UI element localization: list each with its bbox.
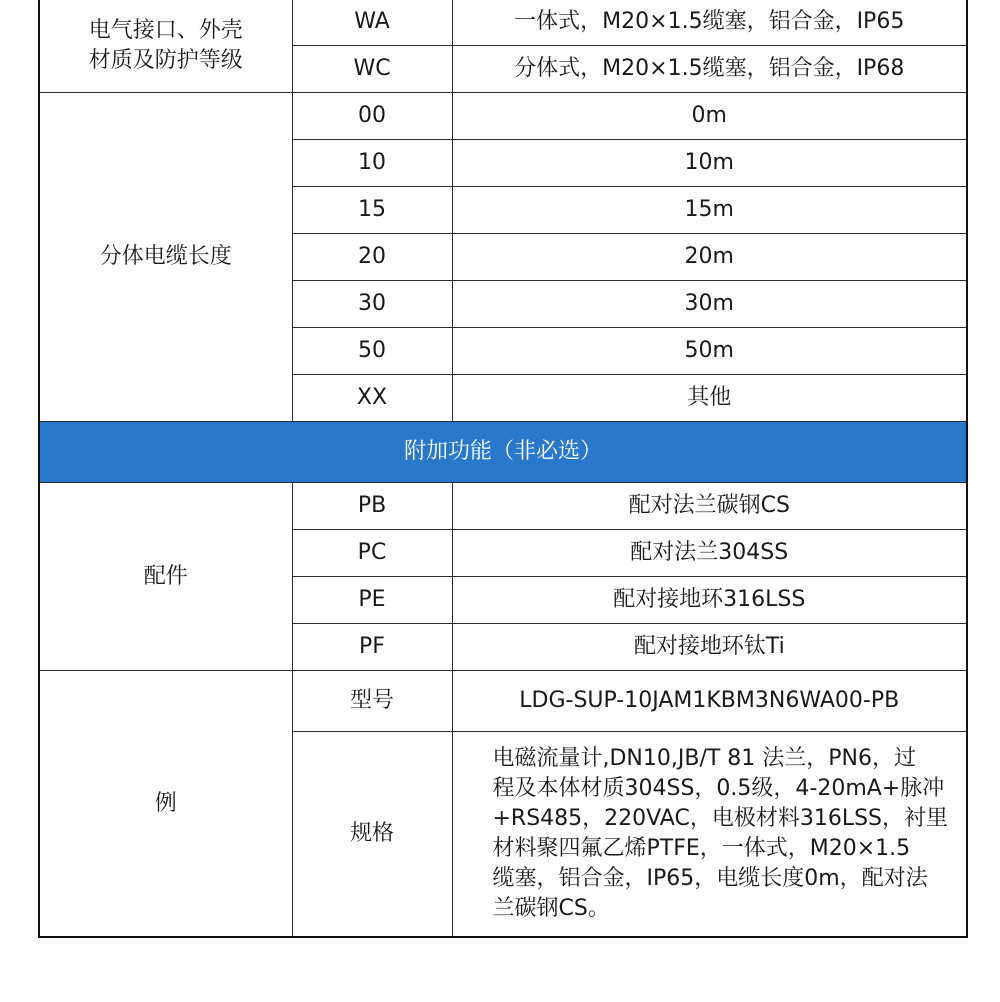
desc-cell: 分体式，M20×1.5缆塞，铝合金，IP68 bbox=[452, 46, 967, 93]
model-label-cell: 型号 bbox=[292, 671, 452, 732]
desc-cell: 配对接地环316LSS bbox=[452, 577, 967, 624]
desc-cell: 配对法兰304SS bbox=[452, 530, 967, 577]
section-banner-row bbox=[39, 422, 967, 483]
category-cell-cable-length: 分体电缆长度 bbox=[39, 93, 292, 422]
desc-cell: 20m bbox=[452, 234, 967, 281]
category-label: 材质及防护等级 bbox=[88, 47, 243, 73]
desc-cell: 一体式，M20×1.5缆塞，铝合金，IP65 bbox=[452, 0, 967, 46]
table-row bbox=[39, 483, 967, 530]
desc-cell: 50m bbox=[452, 328, 967, 375]
code-cell: 30 bbox=[292, 281, 452, 328]
spec-line: 程及本体材质304SS，0.5级，4-20mA+脉冲 bbox=[492, 776, 945, 801]
desc-cell: 30m bbox=[452, 281, 967, 328]
desc-cell: 0m bbox=[452, 93, 967, 140]
table-row bbox=[39, 671, 967, 732]
desc-cell: 10m bbox=[452, 140, 967, 187]
desc-cell: 配对法兰碳钢CS bbox=[452, 483, 967, 530]
table-row bbox=[39, 0, 967, 46]
category-cell-interface bbox=[39, 0, 292, 93]
desc-cell: 15m bbox=[452, 187, 967, 234]
spec-line: 电磁流量计,DN10,JB/T 81 法兰，PN6，过 bbox=[492, 746, 917, 771]
section-banner: 附加功能（非必选） bbox=[39, 422, 967, 483]
code-cell: PB bbox=[292, 483, 452, 530]
category-label: 电气接口、外壳 bbox=[88, 17, 243, 43]
code-cell: 10 bbox=[292, 140, 452, 187]
spec-line: 缆塞，铝合金，IP65，电缆长度0m，配对法 bbox=[492, 866, 928, 891]
code-cell: XX bbox=[292, 375, 452, 422]
code-cell: WA bbox=[292, 0, 452, 46]
code-cell: PE bbox=[292, 577, 452, 624]
spec-table bbox=[38, 0, 968, 938]
code-cell: PC bbox=[292, 530, 452, 577]
code-cell: 20 bbox=[292, 234, 452, 281]
desc-cell: 其他 bbox=[452, 375, 967, 422]
spec-label-cell: 规格 bbox=[292, 732, 452, 938]
model-value-cell: LDG-SUP-10JAM1KBM3N6WA00-PB bbox=[452, 671, 967, 732]
spec-description-cell bbox=[452, 732, 967, 938]
spec-line: 材料聚四氟乙烯PTFE，一体式，M20×1.5 bbox=[492, 836, 911, 861]
category-cell-example: 例 bbox=[39, 671, 292, 938]
code-cell: PF bbox=[292, 624, 452, 671]
code-cell: 15 bbox=[292, 187, 452, 234]
code-cell: WC bbox=[292, 46, 452, 93]
table-row bbox=[39, 93, 967, 140]
code-cell: 50 bbox=[292, 328, 452, 375]
code-cell: 00 bbox=[292, 93, 452, 140]
spec-line: 兰碳钢CS。 bbox=[492, 896, 610, 921]
desc-cell: 配对接地环钛Ti bbox=[452, 624, 967, 671]
spec-line: +RS485，220VAC，电极材料316LSS，衬里 bbox=[492, 806, 949, 831]
category-cell-accessories: 配件 bbox=[39, 483, 292, 671]
